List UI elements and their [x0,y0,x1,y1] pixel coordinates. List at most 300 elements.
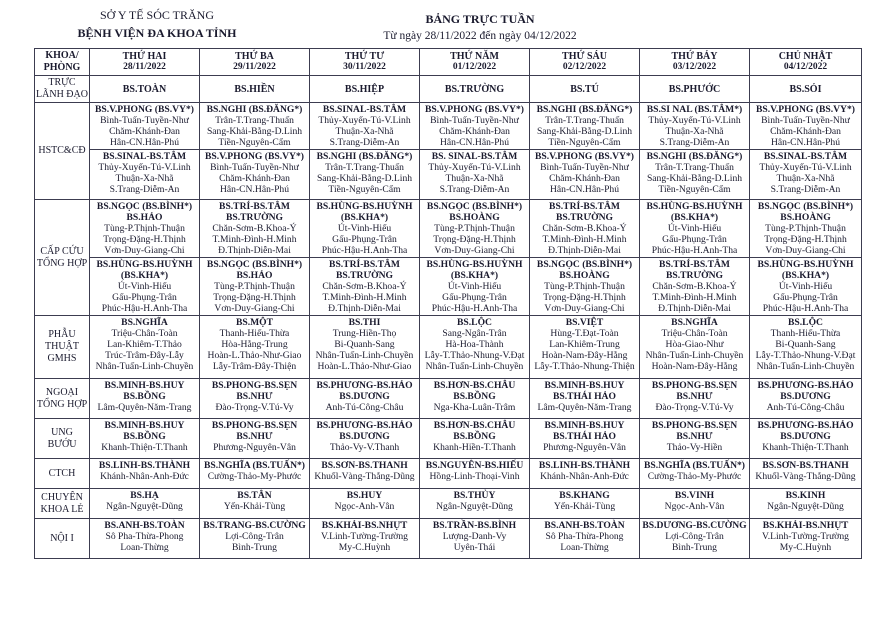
duty-line: BS.NGỌC (BS.BÌNH*) [426,201,523,212]
section-label-line: NỘI I [50,532,74,544]
duty-cell [640,150,750,200]
duty-line: S.Trang-Diễm-An [659,137,730,148]
section-label-line: HSTC&CĐ [38,145,86,156]
duty-line: Hoàn-Nam-Đây-Hằng [541,350,628,361]
section-row [35,379,862,419]
duty-line: Hùng-T.Đạt-Toàn [550,328,619,339]
day-name: THỨ SÁU [562,51,607,62]
duty-line: Lâm-Quyên-Năm-Trang [537,402,632,413]
duty-line: Vơn-Duy-Giang-Chi [214,303,295,314]
duty-line: BS.SINAL-BS.TÂM [102,151,187,162]
duty-line: BS.KHANG [559,490,610,501]
duty-cell [310,316,420,379]
duty-line: Nga-Kha-Luân-Trâm [433,402,516,413]
duty-line: Chăm-Khánh-Đan [770,126,841,137]
duty-line: Nhân-Tuấn-Linh-Chuyền [95,361,194,372]
duty-line: BS.KHẢI-BS.NHỰT [321,520,408,531]
day-date: 30/11/2022 [343,62,386,72]
duty-line: BS.BỒNG [453,431,496,442]
duty-line: Hân-CN.Hân-Phú [549,184,619,195]
leader-cell: BS.TOÀN [90,76,200,103]
duty-cell [530,150,640,200]
duty-line: Khánh-Nhân-Anh-Đức [100,471,189,482]
duty-line: BS.BỒNG [123,431,166,442]
day-name: THỨ TƯ [344,51,385,62]
duty-line: BS.MINH-BS.HUY [104,380,185,391]
section-label-line: CHUYÊN [41,491,83,503]
duty-cell [90,379,200,419]
page-header [0,0,875,50]
duty-cell [640,316,750,379]
duty-line: Khanh-Hiền-T.Thanh [433,442,516,453]
duty-line: Sang-Khải-Bằng-D.Linh [536,126,633,137]
duty-line: My-C.Huỳnh [338,542,391,553]
duty-cell [640,459,750,489]
duty-line: Khuốl-Vàng-Thắng-Dũng [755,471,856,482]
duty-cell [420,379,530,419]
duty-line: Loan-Thừng [120,542,169,553]
leader-label-line: LÃNH ĐẠO [36,89,88,100]
duty-line: Bình-Tuấn-Tuyền-Như [540,162,629,173]
duty-line: Thanh-Hiếu-Thừa [770,328,841,339]
duty-line: Thủy-Xuyến-Tú-V.Linh [759,162,852,173]
duty-line: BS.MINH-BS.HUY [104,420,185,431]
duty-cell [310,258,420,316]
duty-cell [750,379,862,419]
duty-line: BS.PHƯƠNG-BS.HẢO [757,420,854,431]
duty-line: V.Linh-Tường-Trường [762,531,849,542]
duty-cell [530,379,640,419]
section-label-line: GMHS [47,353,77,364]
day-date: 01/12/2022 [452,62,497,72]
duty-cell [640,519,750,559]
duty-line: BS.NHƯ [676,391,713,402]
duty-line: Lẫy-T.Thảo-Nhung-V.Đạt [755,350,856,361]
duty-cell [310,489,420,519]
duty-line: BS.TÂN [237,490,272,501]
duty-line: BS.VIỆT [565,317,604,328]
duty-line: Thuận-Xa-Nhã [335,126,394,137]
duty-line: Tiền-Nguyên-Cẩm [328,184,401,195]
duty-line: Phúc-Hậu-H.Anh-Tha [101,303,188,314]
duty-line: BS.TRÍ-BS.TÂM [659,259,730,270]
day-date: 03/12/2022 [672,62,717,72]
section-label-line: UNG BƯỚU [47,426,77,450]
page-title: BẢNG TRỰC TUẦN [425,12,535,26]
day-name: CHỦ NHẬT [778,51,833,62]
duty-line: T.Minh-Đình-H.Minh [542,234,627,245]
duty-cell [420,519,530,559]
duty-line: BS.V.PHONG (BS.VY*) [756,104,855,115]
duty-line: BS.HOÀNG [449,212,500,223]
duty-cell [420,316,530,379]
duty-line: BS.HÙNG-BS.HUỲNH [316,201,413,212]
duty-line: BS.TRƯỜNG [666,270,723,281]
duty-line: (BS.KHA*) [450,270,499,281]
duty-line: Ngân-Nguyệt-Dũng [436,501,513,512]
section-label-line: THUẬT [45,341,79,352]
duty-line: BS.NGỌC (BS.BÌNH*) [206,259,303,270]
duty-cell [200,379,310,419]
duty-line: BS.THI [348,317,381,328]
duty-cell [200,200,310,258]
duty-line: BS.NHƯ [676,431,713,442]
day-name: THỨ HAI [122,51,167,62]
duty-cell [200,419,310,459]
duty-line: Phúc-Hậu-H.Anh-Tha [321,245,408,256]
duty-line: Trọng-Đặng-H.Thịnh [543,292,626,303]
duty-cell [750,258,862,316]
duty-line: Thủy-Xuyến-Tú-V.Linh [98,162,191,173]
duty-line: Út-Vinh-Hiếu [337,223,392,234]
duty-line: BS.SƠN-BS.THANH [762,460,849,471]
duty-cell [420,103,530,150]
duty-line: BS.KINH [785,490,826,501]
duty-line: Thuận-Xa-Nhã [445,173,504,184]
duty-cell [750,150,862,200]
duty-line: Phương-Nguyên-Vân [213,442,296,453]
duty-line: BS.HOÀNG [780,212,831,223]
duty-line: BS.PHONG-BS.SẸN [651,420,738,431]
section-label [35,200,90,316]
duty-line: Nhân-Tuấn-Linh-Chuyền [756,361,855,372]
duty-line: BS.HÙNG-BS.HUỲNH [757,259,854,270]
duty-line: Hòa-Giao-Như [665,339,724,350]
leader-cell: BS.PHƯỚC [640,76,750,103]
duty-cell [310,379,420,419]
duty-line: T.Minh-Đình-H.Minh [652,292,737,303]
duty-line: BS.TRƯỜNG [226,212,283,223]
duty-line: BS.LINH-BS.THÀNH [538,460,631,471]
duty-cell [750,103,862,150]
duty-line: BS.DƯƠNG [780,391,831,402]
leader-cell: BS.TRƯỜNG [420,76,530,103]
duty-cell [310,459,420,489]
duty-line: Trân-T.Trang-Thuấn [215,115,294,126]
duty-line: BS.NGHĨA (BS.TUẤN*) [643,460,746,471]
section-label [35,489,90,519]
duty-line: Thảo-Vy-V.Thanh [329,442,400,453]
duty-line: BS.TRÍ-BS.TÂM [219,201,290,212]
duty-line: Lẫy-T.Thảo-Nhung-Thiện [534,361,635,372]
leader-cell: BS.TÚ [530,76,640,103]
duty-cell [640,103,750,150]
duty-line: Uyên-Thái [453,542,496,553]
duty-line: Bình-Tuấn-Tuyền-Như [100,115,189,126]
duty-line: Út-Vinh-Hiếu [117,281,172,292]
duty-line: BS.BỒNG [123,391,166,402]
duty-line: Nhân-Tuấn-Linh-Chuyền [645,350,744,361]
duty-line: BS. SINAL-BS.TÂM [431,151,518,162]
duty-line: BS.HẢO [236,270,273,281]
duty-line: BS.NGHI (BS.ĐĂNG*) [646,151,743,162]
duty-cell [310,419,420,459]
duty-line: Sang-Khải-Bằng-D.Linh [206,126,303,137]
duty-cell [200,519,310,559]
section-label [35,103,90,200]
duty-line: BS.HẠ [130,490,159,501]
duty-line: BS.HOÀNG [559,270,610,281]
duty-line: Gấu-Phụng-Trân [662,234,727,245]
duty-line: Hân-CN.Hân-Phú [219,184,289,195]
duty-line: T.Minh-Đình-H.Minh [322,292,407,303]
duty-line: Chăm-Khánh-Đan [109,126,180,137]
duty-line: Nhân-Tuấn-Linh-Chuyền [425,361,524,372]
leader-row [35,76,862,103]
duty-cell [640,419,750,459]
duty-line: BS.HƠN-BS.CHÂU [433,420,516,431]
duty-cell [90,150,200,200]
section-row [35,150,862,200]
duty-line: Cường-Thảo-My-Phước [207,471,302,482]
duty-line: Bình-Trung [232,542,277,553]
duty-cell [750,200,862,258]
section-label-line: CTCH [48,467,76,479]
day-header [750,49,862,76]
duty-line: BS.NGHĨA [121,317,168,328]
section-row [35,200,862,258]
duty-cell [90,519,200,559]
duty-line: BS.PHONG-BS.SẸN [211,420,298,431]
duty-line: Gấu-Phụng-Trân [332,234,397,245]
duty-line: Ngân-Nguyệt-Dũng [767,501,844,512]
duty-line: Anh-Tú-Công-Châu [766,402,845,413]
day-header [530,49,640,76]
duty-cell [750,519,862,559]
day-header [640,49,750,76]
duty-line: Vơn-Duy-Giang-Chi [544,303,625,314]
duty-line: Đ.Thịnh-Diễn-Mai [548,245,621,256]
duty-line: (BS.KHA*) [670,212,719,223]
duty-line: BS.TRƯỜNG [556,212,613,223]
duty-cell [530,258,640,316]
duty-line: Phương-Nguyên-Vân [543,442,626,453]
duty-cell [200,489,310,519]
duty-line: BS.MINH-BS.HUY [544,380,625,391]
duty-cell [750,316,862,379]
duty-line: BS.HẢO [126,212,163,223]
org-line2: BỆNH VIỆN ĐA KHOA TỈNH [77,26,237,40]
duty-line: S.Trang-Diễm-An [329,137,400,148]
day-header [90,49,200,76]
duty-line: Gấu-Phụng-Trân [442,292,507,303]
duty-cell [200,459,310,489]
duty-line: BS.LINH-BS.THÀNH [98,460,191,471]
duty-line: Tùng-P.Thịnh-Thuận [434,223,515,234]
duty-line: BS.PHƯƠNG-BS.HẢO [316,420,413,431]
duty-line: BS.VINH [674,490,715,501]
section-row [35,489,862,519]
duty-line: BS.MINH-BS.HUY [544,420,625,431]
day-header-row [35,49,862,76]
duty-line: Thuận-Xa-Nhã [115,173,174,184]
day-date: 04/12/2022 [783,62,828,72]
duty-line: Chăm-Khánh-Đan [219,173,290,184]
duty-line: Út-Vinh-Hiếu [667,223,722,234]
duty-line: BS.V.PHONG (BS.VY*) [535,151,634,162]
leader-cell: BS.HIỀN [200,76,310,103]
duty-line: (BS.KHA*) [120,270,169,281]
corner-header [35,49,90,76]
leader-label [35,76,90,103]
duty-line: Thanh-Hiếu-Thừa [219,328,290,339]
duty-line: Tùng-P.Thịnh-Thuận [544,281,625,292]
duty-line: Thủy-Xuyến-Tú-V.Linh [428,162,521,173]
day-name: THỨ BẢY [671,51,718,62]
duty-line: Hồng-Linh-Thoại-Vinh [429,471,520,482]
duty-cell [420,419,530,459]
section-label [35,459,90,489]
duty-line: BS.ANH-BS.TOÀN [544,520,625,531]
duty-line: Lượng-Danh-Vy [442,531,507,542]
org-line1: SỞ Y TẾ SÓC TRĂNG [99,8,215,22]
duty-line: BS.NHƯ [236,431,273,442]
duty-cell [530,459,640,489]
duty-cell [90,419,200,459]
duty-cell [200,316,310,379]
duty-cell [310,200,420,258]
duty-cell [640,379,750,419]
duty-line: Ngọc-Anh-Vân [334,501,395,512]
duty-line: BS.V.PHONG (BS.VY*) [95,104,194,115]
duty-cell [310,103,420,150]
duty-cell [640,258,750,316]
duty-line: V.Linh-Tường-Trường [321,531,408,542]
duty-line: Bình-Tuấn-Tuyền-Như [210,162,299,173]
day-header [420,49,530,76]
duty-cell [310,519,420,559]
duty-line: BS.SI NAL (BS.TÂM*) [646,104,743,115]
day-name: THỨ BA [235,51,274,62]
duty-line: Hân-CN.Hân-Phú [770,137,840,148]
duty-line: Sang-Ngân-Trân [442,328,507,339]
duty-line: BS.DƯƠNG [339,431,390,442]
duty-cell [750,459,862,489]
duty-line: BS.V.PHONG (BS.VY*) [425,104,524,115]
duty-line: Tiền-Nguyên-Cẩm [658,184,731,195]
duty-line: (BS.KHA*) [340,212,389,223]
duty-line: Lợi-Công-Trân [225,531,284,542]
duty-line: BS.NGỌC (BS.BÌNH*) [757,201,854,212]
duty-line: BS.THÁI HẢO [553,391,616,402]
duty-cell [420,258,530,316]
duty-line: Vơn-Duy-Giang-Chi [104,245,185,256]
duty-line: Lan-Khiêm-T.Thảo [107,339,182,350]
duty-cell [750,489,862,519]
duty-cell [530,489,640,519]
section-label-line: KHOA LẺ [40,503,84,515]
duty-line: Trân-T.Trang-Thuấn [545,115,624,126]
duty-cell [90,103,200,150]
duty-line: Bi-Quanh-Sang [775,339,836,350]
duty-line: Thuận-Xa-Nhã [665,126,724,137]
duty-cell [420,150,530,200]
duty-line: Tiền-Nguyên-Cẩm [548,137,621,148]
duty-line: BS.NHƯ [236,391,273,402]
section-label-line: NGOẠI [45,386,79,398]
duty-line: BS.TRÍ-BS.TÂM [329,259,400,270]
duty-line: Út-Vinh-Hiếu [447,281,502,292]
duty-line: BS.HUY [346,490,383,501]
corner-label-line: KHOA/ [45,50,79,61]
duty-line: BS.NGHI (BS.ĐĂNG*) [206,104,303,115]
duty-line: Phúc-Hậu-H.Anh-Tha [651,245,738,256]
day-date: 28/11/2022 [123,62,166,72]
duty-line: Vơn-Duy-Giang-Chi [765,245,846,256]
duty-cell [750,419,862,459]
duty-cell [640,200,750,258]
duty-cell [90,459,200,489]
section-row [35,419,862,459]
leader-label-line: TRỰC [48,77,76,88]
section-label [35,379,90,419]
duty-line: Đào-Trọng-V.Tú-Vy [655,402,734,413]
duty-cell [530,316,640,379]
duty-line: BS.THÁI HẢO [553,431,616,442]
duty-line: BS.THỦY [453,490,496,501]
duty-cell [200,258,310,316]
duty-line: Trọng-Đặng-H.Thịnh [764,234,847,245]
duty-line: BS.PHƯƠNG-BS.HẢO [757,380,854,391]
roster-body [35,49,862,559]
duty-line: S.Trang-Diễm-An [109,184,180,195]
duty-cell [200,150,310,200]
duty-line: S.Trang-Diễm-An [770,184,841,195]
duty-line: Hòa-Hằng-Trung [221,339,288,350]
section-label [35,419,90,459]
duty-line: Lẫy-Trâm-Đây-Thiện [212,361,297,372]
duty-line: BS.V.PHONG (BS.VY*) [205,151,304,162]
duty-line: Thảo-Vy-Hiền [666,442,723,453]
duty-line: Đào-Trọng-V.Tú-Vy [215,402,294,413]
duty-line: BS.MỘT [235,317,274,328]
duty-line: Trọng-Đặng-H.Thịnh [213,292,296,303]
duty-line: Thủy-Xuyến-Tú-V.Linh [648,115,741,126]
duty-line: Tùng-P.Thịnh-Thuận [765,223,846,234]
duty-line: Ngọc-Anh-Vân [664,501,725,512]
duty-line: BS.NGHI (BS.ĐĂNG*) [316,151,413,162]
duty-line: Triệu-Chân-Toàn [661,328,728,339]
duty-line: Tùng-P.Thịnh-Thuận [104,223,185,234]
duty-cell [640,489,750,519]
section-row [35,258,862,316]
duty-line: Chăn-Sơm-B.Khoa-Ý [542,223,627,234]
duty-line: BS.NGỌC (BS.BÌNH*) [96,201,193,212]
duty-line: Trung-Hiền-Thọ [332,328,397,339]
duty-line: Trân-T.Trang-Thuấn [325,162,404,173]
duty-line: BS.SƠN-BS.THANH [321,460,408,471]
duty-line: Chăn-Sơm-B.Khoa-Ý [652,281,737,292]
duty-line: Trân-T.Trang-Thuấn [655,162,734,173]
day-header [200,49,310,76]
duty-line: Trọng-Đặng-H.Thịnh [433,234,516,245]
duty-line: Lẫy-T.Thảo-Nhung-V.Đạt [424,350,525,361]
duty-line: Đ.Thịnh-Diễn-Mai [218,245,291,256]
duty-line: Bình-Tuấn-Tuyền-Như [761,115,850,126]
duty-cell [420,200,530,258]
duty-line: BS.SINAL-BS.TÂM [322,104,407,115]
duty-line: BS.SINAL-BS.TÂM [763,151,848,162]
duty-line: BS.LỘC [788,317,823,328]
duty-line: Lâm-Quyên-Năm-Trang [97,402,192,413]
duty-cell [90,200,200,258]
duty-line: Khánh-Nhân-Anh-Đức [540,471,629,482]
duty-line: T.Minh-Đình-H.Minh [212,234,297,245]
duty-line: Khuốl-Vàng-Thắng-Dũng [314,471,415,482]
duty-line: BS.ANH-BS.TOÀN [104,520,185,531]
duty-line: (BS.KHA*) [781,270,830,281]
duty-cell [90,316,200,379]
